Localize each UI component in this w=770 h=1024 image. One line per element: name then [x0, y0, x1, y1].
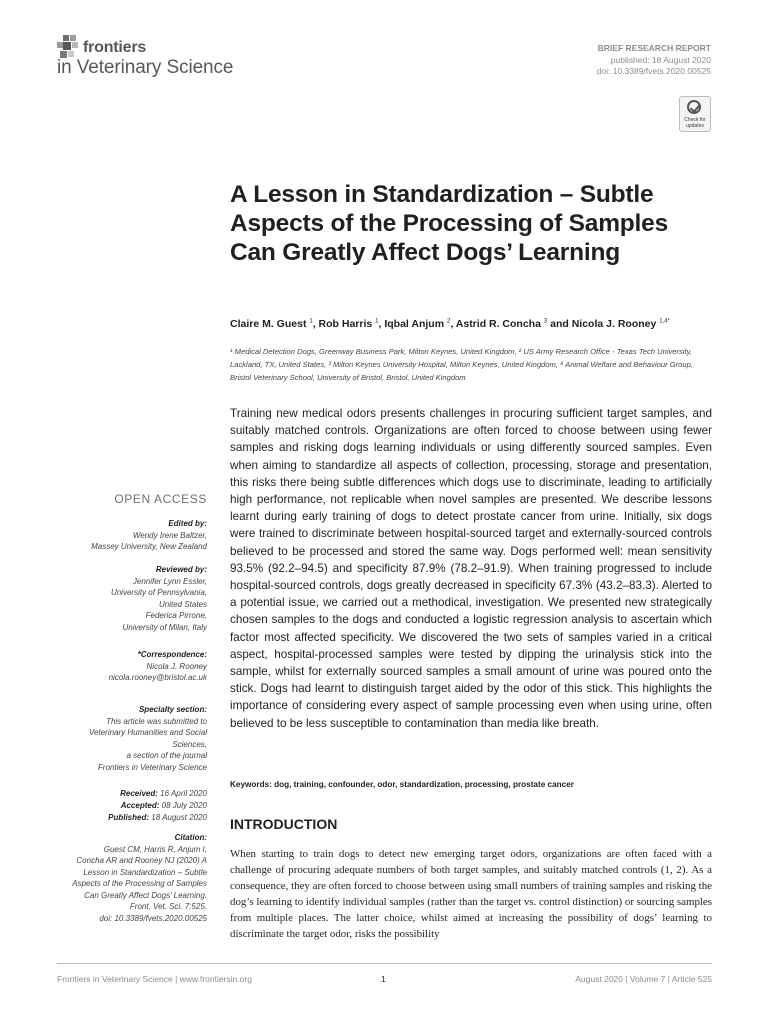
- author-affiliation-marker: 1: [375, 318, 379, 325]
- citation-line: Concha AR and Rooney NJ (2020) A: [76, 856, 207, 865]
- author-separator: ,: [312, 318, 319, 330]
- affiliations: ¹ Medical Detection Dogs, Greenway Business Park, Milton Keynes, United Kingdom, ² US Army Research Office - Texas Tech University, Lackland, TX, United States, ³ Milton Keynes University Hospital, Milton Keynes, United Kingdom, ⁴ Animal Welfare and Behaviour Group, Bristol Veterinary School, University of Bristol, Bristol, United Kingdom: [230, 347, 693, 382]
- author-name[interactable]: Rob Harris: [318, 318, 376, 330]
- specialty-line: Sciences,: [172, 739, 207, 749]
- introduction-text: When starting to train dogs to detect new emerging target odors, organizations are often faced with a challenge of procuring adequate numbers of both target samples, and suitably matched controls (1, 2). As a consequence, they are often forced to choose between using small numbers of training samples and risking the dog’s learning to identify individual samples (rather than the target vs. control distinction) or sourcing samples from multiple places. The latter choice, whilst aimed at increasing the possibility of dogs’ learning to discriminate the target odor, risks the possibility: [230, 848, 712, 940]
- specialty-section-block: [40, 704, 207, 773]
- received-date: [40, 788, 207, 800]
- citation-block: [40, 832, 207, 924]
- open-access-label: OPEN ACCESS: [114, 492, 207, 506]
- edited-by-block: [40, 518, 207, 553]
- author-separator: ,: [450, 318, 456, 330]
- reviewer-line: Federica Pirrone,: [145, 611, 207, 620]
- citation-doi[interactable]: doi: 10.3389/fvets.2020.00525: [99, 913, 207, 923]
- reviewed-by-heading: Reviewed by:: [155, 565, 207, 574]
- section-heading-introduction: INTRODUCTION: [230, 816, 338, 832]
- published-value: 18 August 2020: [151, 813, 207, 822]
- footer-issue-info: August 2020 | Volume 7 | Article 525: [575, 974, 712, 984]
- editor-line: Wendy Irene Baltzer,: [132, 530, 207, 540]
- page-number: 1: [381, 974, 386, 984]
- author-separator: ,: [378, 318, 385, 330]
- specialty-line: Frontiers in Veterinary Science: [97, 762, 207, 772]
- article-title: A Lesson in Standardization – Subtle Aspects of the Processing of Samples Can Greatly Affect Dogs’ Learning: [230, 181, 669, 266]
- published-date: published: 18 August 2020: [610, 54, 711, 65]
- author-affiliation-marker: 1,4*: [659, 318, 670, 325]
- citation-line: Guest CM, Harris R, Anjum I,: [103, 844, 207, 854]
- accepted-label: Accepted:: [120, 801, 160, 810]
- article-meta: [597, 43, 711, 78]
- check-for-updates-button[interactable]: [679, 96, 711, 132]
- specialty-line: a section of the journal: [126, 751, 207, 760]
- reviewer-line: Jennifer Lynn Essler,: [132, 576, 207, 586]
- keywords: Keywords: dog, training, confounder, odor, standardization, processing, prostate cancer: [230, 780, 574, 789]
- footer-divider: [57, 963, 712, 964]
- specialty-line: This article was submitted to: [106, 716, 207, 726]
- correspondence-email[interactable]: nicola.rooney@bristol.ac.uk: [108, 673, 207, 682]
- check-icon: [687, 100, 701, 114]
- check-for-updates-label: Check for updates: [684, 117, 706, 129]
- citation-heading: Citation:: [174, 833, 207, 842]
- dates-block: [40, 788, 207, 824]
- accepted-value: 08 July 2020: [161, 801, 207, 810]
- author-separator: and: [547, 318, 572, 330]
- accepted-date: [40, 800, 207, 812]
- author-affiliation-marker: 3: [543, 318, 548, 325]
- author-affiliation-marker: 1: [309, 318, 313, 325]
- journal-logo[interactable]: [57, 35, 257, 85]
- reviewer-line: University of Milan, Italy: [122, 622, 207, 632]
- correspondence-heading: *Correspondence:: [137, 650, 207, 659]
- logo-wordmark: frontiers: [83, 39, 147, 56]
- author-list: [230, 318, 720, 330]
- published-label: Published:: [108, 813, 150, 822]
- reviewer-line: United States: [158, 599, 207, 609]
- citation-line: Can Greatly Affect Dogs’ Learning.: [84, 890, 207, 900]
- citation-line: Aspects of the Processing of Samples: [72, 879, 207, 888]
- received-value: 16 April 2020: [160, 789, 207, 798]
- journal-name: in Veterinary Science: [57, 57, 234, 78]
- footer-journal-site[interactable]: Frontiers in Veterinary Science | www.frontiersin.org: [57, 974, 252, 984]
- citation-line: Lesson in Standardization – Subtle: [83, 867, 207, 877]
- author-name[interactable]: Claire M. Guest: [230, 318, 310, 330]
- editor-line: Massey University, New Zealand: [91, 542, 207, 551]
- edited-by-heading: Edited by:: [168, 519, 207, 528]
- specialty-line: Veterinary Humanities and Social: [89, 728, 207, 737]
- abstract: Training new medical odors presents challenges in procuring sufficient target samples, and suitably matched controls. Organizations are often forced to choose between using fewer samples and risking dogs learning individuals or using differently sourced samples. Even when aiming to standardize all aspects of collection, processing, storage and presentation, this risks there being subtle differences which dogs use to discriminate, leading to artificially high performance, not replicable when novel samples are presented. We describe lessons learnt during early training of dogs to detect prostate cancer from urine. Initially, six dogs were trained to discriminate between hospital-sourced target and externally-sourced controls believed to be processed and stored the same way. Dogs performed well: mean sensitivity 93.5% (92.2–94.5) and specificity 87.9% (78.2–91.9). When training progressed to include hospital-sourced controls, dogs greatly decreased in specificity 67.3% (43.2–83.3). Alerted to a potential issue, we carried out a methodical, investigation. We presented new strategically chosen samples to the dogs and conducted a logistic regression analysis to ascertain which factor most affected specificity. We discovered the two sets of samples varied in a critical aspect, hospital-processed samples were tested by dipping the urinalysis stick into the sample, whilst for externally sourced samples a small amount of urine was poured onto the stick. Dogs had learnt to distinguish target aided by the odor of this stick. This highlights the importance of considering every aspect of sample processing even when using urine, often believed to be less susceptible to contamination than media like breath.: [230, 407, 712, 730]
- author-name[interactable]: Nicola J. Rooney: [571, 318, 660, 330]
- author-name[interactable]: Iqbal Anjum: [384, 318, 447, 330]
- correspondence-name: Nicola J. Rooney: [146, 661, 207, 671]
- reviewer-line: University of Pennsylvania,: [110, 588, 207, 597]
- published-date-side: [40, 812, 207, 824]
- article-type: BRIEF RESEARCH REPORT: [597, 43, 711, 53]
- correspondence-block: [40, 649, 207, 684]
- citation-line: Front. Vet. Sci. 7:525.: [129, 902, 207, 911]
- reviewed-by-block: [40, 564, 207, 633]
- specialty-heading: Specialty section:: [138, 705, 207, 714]
- article-doi[interactable]: doi: 10.3389/fvets.2020.00525: [596, 66, 711, 76]
- author-name[interactable]: Astrid R. Concha: [455, 318, 544, 330]
- received-label: Received:: [120, 789, 158, 798]
- author-affiliation-marker: 2: [446, 318, 451, 325]
